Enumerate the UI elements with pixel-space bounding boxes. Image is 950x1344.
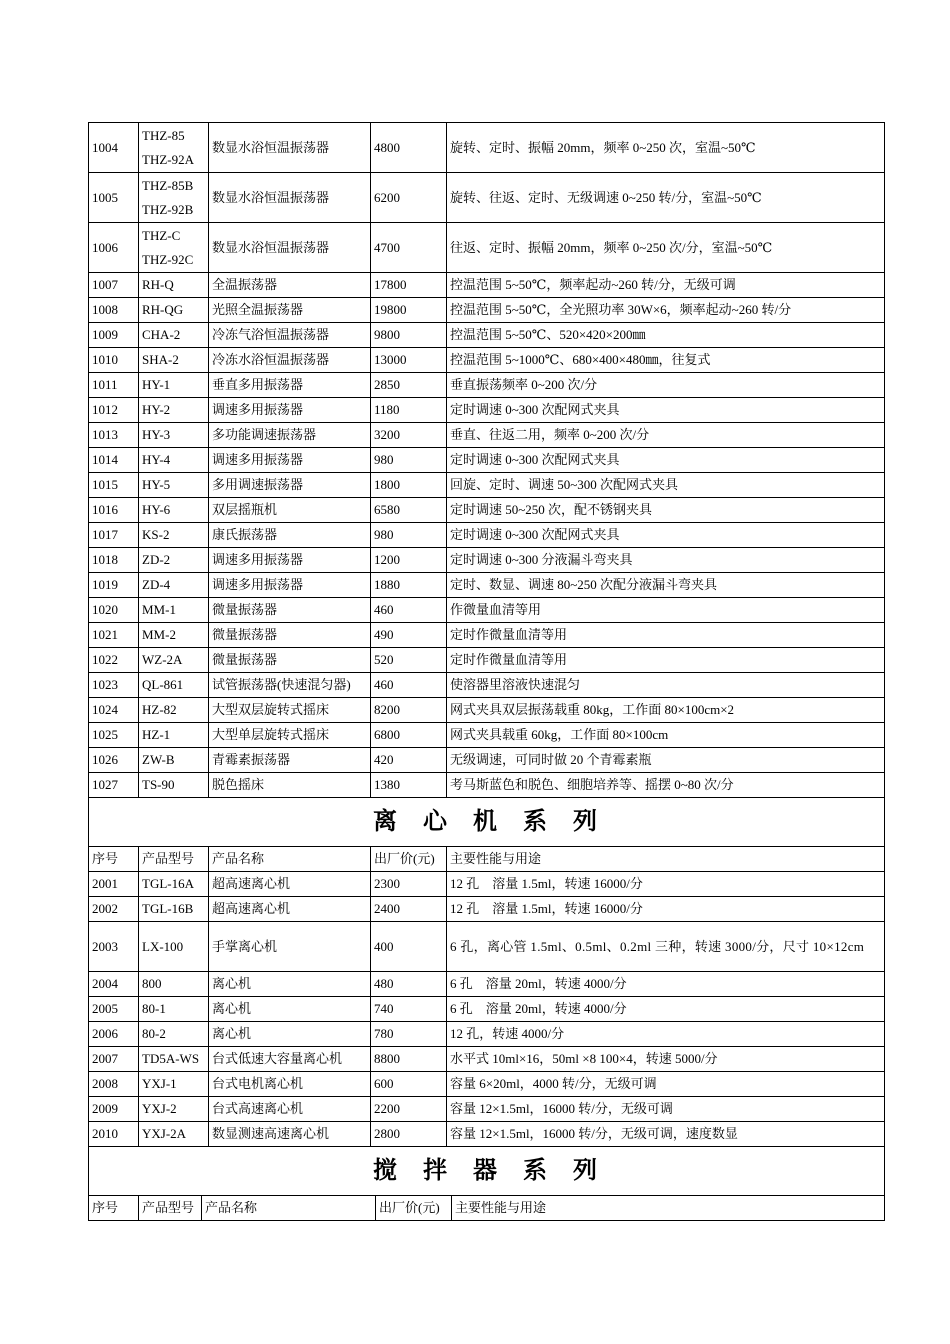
factory-price: 6800 [371, 723, 447, 748]
table-row [89, 897, 885, 922]
factory-price: 490 [371, 623, 447, 648]
table-row [89, 173, 885, 223]
performance-desc: 定时调速 0~300 分液漏斗弯夹具 [447, 548, 885, 573]
item-no: 1027 [89, 773, 139, 798]
table-row [89, 1022, 885, 1047]
header-desc: 主要性能与用途 [447, 847, 885, 872]
table-row [89, 498, 885, 523]
item-no: 1011 [89, 373, 139, 398]
product-name: 垂直多用振荡器 [209, 373, 371, 398]
model-cell [139, 698, 209, 723]
model-number: ZD-2 [142, 552, 171, 567]
product-name: 数显水浴恒温振荡器 [209, 173, 371, 223]
table-row [89, 548, 885, 573]
model-number: MM-1 [142, 602, 176, 617]
model-number: SHA-2 [142, 352, 179, 367]
factory-price: 400 [371, 922, 447, 972]
item-no: 2006 [89, 1022, 139, 1047]
model-cell [139, 573, 209, 598]
header-model: 产品型号 [139, 847, 209, 872]
product-name: 微量振荡器 [209, 648, 371, 673]
table-row [89, 748, 885, 773]
model-number: ZW-B [142, 752, 175, 767]
model-number: RH-Q [142, 277, 174, 292]
performance-desc: 容量 6×20ml，4000 转/分，无级可调 [447, 1072, 885, 1097]
mixer-section-title: 搅拌器系列 [89, 1147, 885, 1196]
item-no: 1004 [89, 123, 139, 173]
item-no: 2003 [89, 922, 139, 972]
factory-price: 600 [371, 1072, 447, 1097]
factory-price: 2400 [371, 897, 447, 922]
product-model: TGL-16A [139, 872, 209, 897]
table-row [89, 773, 885, 798]
performance-desc: 6 孔 溶量 20ml，转速 4000/分 [447, 997, 885, 1022]
product-name: 调速多用振荡器 [209, 573, 371, 598]
item-no: 1017 [89, 523, 139, 548]
product-model: YXJ-2 [139, 1097, 209, 1122]
product-name: 离心机 [209, 1022, 371, 1047]
product-model: TD5A-WS [139, 1047, 209, 1072]
product-name: 多功能调速振荡器 [209, 423, 371, 448]
factory-price: 480 [371, 972, 447, 997]
factory-price: 980 [371, 448, 447, 473]
performance-desc: 定时、数显、调速 80~250 次配分液漏斗弯夹具 [447, 573, 885, 598]
product-name: 冷冻气浴恒温振荡器 [209, 323, 371, 348]
factory-price: 19800 [371, 298, 447, 323]
performance-desc: 12 孔 溶量 1.5ml，转速 16000/分 [447, 897, 885, 922]
performance-desc: 控温范围 5~50℃，频率起动~260 转/分，无级可调 [447, 273, 885, 298]
model-cell [139, 773, 209, 798]
performance-desc: 控温范围 5~50℃，全光照功率 30W×6，频率起动~260 转/分 [447, 298, 885, 323]
performance-desc: 旋转、定时、振幅 20mm，频率 0~250 次，室温~50℃ [447, 123, 885, 173]
item-no: 2010 [89, 1122, 139, 1147]
factory-price: 780 [371, 1022, 447, 1047]
item-no: 1019 [89, 573, 139, 598]
performance-desc: 容量 12×1.5ml，16000 转/分，无级可调，速度数显 [447, 1122, 885, 1147]
factory-price: 2200 [371, 1097, 447, 1122]
product-name: 手掌离心机 [209, 922, 371, 972]
table-row [89, 373, 885, 398]
item-no: 1020 [89, 598, 139, 623]
product-name: 超高速离心机 [209, 872, 371, 897]
table-row [89, 223, 885, 273]
model-number: HZ-1 [142, 727, 171, 742]
product-name: 超高速离心机 [209, 897, 371, 922]
model-number: HY-1 [142, 377, 171, 392]
centrifuge-table-body [89, 872, 885, 1147]
item-no: 1012 [89, 398, 139, 423]
factory-price: 2300 [371, 872, 447, 897]
item-no: 1009 [89, 323, 139, 348]
factory-price: 980 [371, 523, 447, 548]
table-row [89, 673, 885, 698]
model-number: HY-3 [142, 427, 171, 442]
table-row [89, 1047, 885, 1072]
header-name: 产品名称 [202, 1196, 376, 1221]
factory-price: 3200 [371, 423, 447, 448]
product-name: 冷冻水浴恒温振荡器 [209, 348, 371, 373]
mixer-header-row [89, 1196, 885, 1221]
factory-price: 740 [371, 997, 447, 1022]
product-name: 大型双层旋转式摇床 [209, 698, 371, 723]
factory-price: 17800 [371, 273, 447, 298]
model-cell [139, 223, 209, 273]
model-number: THZ-92A [142, 151, 194, 167]
factory-price: 8800 [371, 1047, 447, 1072]
product-model: 80-1 [139, 997, 209, 1022]
factory-price: 1380 [371, 773, 447, 798]
performance-desc: 控温范围 5~1000℃、680×400×480㎜，往复式 [447, 348, 885, 373]
table-row [89, 298, 885, 323]
product-name: 数显测速高速离心机 [209, 1122, 371, 1147]
model-number: RH-QG [142, 302, 184, 317]
factory-price: 13000 [371, 348, 447, 373]
product-name: 大型单层旋转式摇床 [209, 723, 371, 748]
table-row [89, 323, 885, 348]
model-number: THZ-85 [142, 127, 185, 143]
performance-desc: 定时调速 0~300 次配网式夹具 [447, 523, 885, 548]
factory-price: 460 [371, 673, 447, 698]
factory-price: 4700 [371, 223, 447, 273]
item-no: 1016 [89, 498, 139, 523]
item-no: 2004 [89, 972, 139, 997]
centrifuge-header-row [89, 847, 885, 872]
model-cell [139, 298, 209, 323]
factory-price: 6200 [371, 173, 447, 223]
model-cell [139, 173, 209, 223]
header-price: 出厂价(元) [371, 847, 447, 872]
table-row [89, 872, 885, 897]
table-row [89, 473, 885, 498]
item-no: 2009 [89, 1097, 139, 1122]
model-cell [139, 323, 209, 348]
performance-desc: 定时作微量血清等用 [447, 648, 885, 673]
table-row [89, 1072, 885, 1097]
performance-desc: 定时作微量血清等用 [447, 623, 885, 648]
table-row [89, 273, 885, 298]
model-number: KS-2 [142, 527, 170, 542]
product-name: 台式电机离心机 [209, 1072, 371, 1097]
model-cell [139, 398, 209, 423]
performance-desc: 容量 12×1.5ml，16000 转/分，无级可调 [447, 1097, 885, 1122]
factory-price: 460 [371, 598, 447, 623]
model-number: THZ-92C [142, 251, 194, 267]
model-cell [139, 523, 209, 548]
performance-desc: 回旋、定时、调速 50~300 次配网式夹具 [447, 473, 885, 498]
performance-desc: 12 孔 溶量 1.5ml，转速 16000/分 [447, 872, 885, 897]
item-no: 1022 [89, 648, 139, 673]
model-cell [139, 348, 209, 373]
model-cell [139, 373, 209, 398]
performance-desc: 网式夹具载重 60kg，工作面 80×100cm [447, 723, 885, 748]
model-number: QL-861 [142, 677, 184, 692]
table-row [89, 573, 885, 598]
model-cell [139, 723, 209, 748]
header-no: 序号 [89, 1196, 139, 1221]
performance-desc: 定时调速 0~300 次配网式夹具 [447, 398, 885, 423]
model-number: HY-2 [142, 402, 171, 417]
product-model: TGL-16B [139, 897, 209, 922]
performance-desc: 水平式 10ml×16，50ml ×8 100×4，转速 5000/分 [447, 1047, 885, 1072]
performance-desc: 考马斯蓝色和脱色、细胞培养等、摇摆 0~80 次/分 [447, 773, 885, 798]
item-no: 1008 [89, 298, 139, 323]
product-name: 双层摇瓶机 [209, 498, 371, 523]
performance-desc: 旋转、往返、定时、无级调速 0~250 转/分，室温~50℃ [447, 173, 885, 223]
header-model: 产品型号 [139, 1196, 202, 1221]
table-row [89, 723, 885, 748]
product-name: 光照全温振荡器 [209, 298, 371, 323]
centrifuge-section-title: 离心机系列 [89, 798, 885, 847]
table-row [89, 698, 885, 723]
model-number: WZ-2A [142, 652, 183, 667]
factory-price: 8200 [371, 698, 447, 723]
table-row [89, 623, 885, 648]
model-number: THZ-85B [142, 177, 194, 193]
mixer-header-table [88, 1195, 885, 1221]
item-no: 1024 [89, 698, 139, 723]
product-name: 离心机 [209, 997, 371, 1022]
product-name: 调速多用振荡器 [209, 448, 371, 473]
table-row [89, 448, 885, 473]
factory-price: 6580 [371, 498, 447, 523]
performance-desc: 垂直振荡频率 0~200 次/分 [447, 373, 885, 398]
product-model: YXJ-1 [139, 1072, 209, 1097]
header-name: 产品名称 [209, 847, 371, 872]
item-no: 1021 [89, 623, 139, 648]
item-no: 2005 [89, 997, 139, 1022]
performance-desc: 定时调速 50~250 次，配不锈钢夹具 [447, 498, 885, 523]
table-row [89, 972, 885, 997]
header-price: 出厂价(元) [376, 1196, 452, 1221]
model-cell [139, 548, 209, 573]
product-name: 微量振荡器 [209, 623, 371, 648]
table-row [89, 997, 885, 1022]
factory-price: 4800 [371, 123, 447, 173]
performance-desc: 无级调速，可同时做 20 个青霉素瓶 [447, 748, 885, 773]
model-cell [139, 623, 209, 648]
performance-desc: 6 孔，离心管 1.5ml、0.5ml、0.2ml 三种，转速 3000/分，尺寸 10×12cm [447, 922, 885, 972]
factory-price: 520 [371, 648, 447, 673]
item-no: 1013 [89, 423, 139, 448]
item-no: 1005 [89, 173, 139, 223]
header-no: 序号 [89, 847, 139, 872]
model-number: THZ-C [142, 227, 181, 243]
model-number: THZ-92B [142, 201, 194, 217]
performance-desc: 使溶器里溶液快速混匀 [447, 673, 885, 698]
model-cell [139, 473, 209, 498]
item-no: 1026 [89, 748, 139, 773]
performance-desc: 定时调速 0~300 次配网式夹具 [447, 448, 885, 473]
item-no: 1014 [89, 448, 139, 473]
model-cell [139, 748, 209, 773]
item-no: 1010 [89, 348, 139, 373]
item-no: 2008 [89, 1072, 139, 1097]
price-list-page [88, 122, 884, 1221]
product-name: 台式高速离心机 [209, 1097, 371, 1122]
item-no: 2007 [89, 1047, 139, 1072]
table-row [89, 1122, 885, 1147]
product-name: 青霉素振荡器 [209, 748, 371, 773]
table-row [89, 648, 885, 673]
performance-desc: 12 孔，转速 4000/分 [447, 1022, 885, 1047]
centrifuge-section-title-row [89, 798, 885, 847]
product-model: 800 [139, 972, 209, 997]
product-name: 康氏振荡器 [209, 523, 371, 548]
table-row [89, 523, 885, 548]
model-number: HY-4 [142, 452, 171, 467]
performance-desc: 网式夹具双层振荡载重 80kg，工作面 80×100cm×2 [447, 698, 885, 723]
model-number: ZD-4 [142, 577, 171, 592]
model-cell [139, 123, 209, 173]
product-name: 试管振荡器(快速混匀器) [209, 673, 371, 698]
item-no: 1025 [89, 723, 139, 748]
model-number: HZ-82 [142, 702, 177, 717]
table-row [89, 398, 885, 423]
product-name: 全温振荡器 [209, 273, 371, 298]
item-no: 1018 [89, 548, 139, 573]
product-model: 80-2 [139, 1022, 209, 1047]
item-no: 1007 [89, 273, 139, 298]
model-cell [139, 273, 209, 298]
model-number: TS-90 [142, 777, 175, 792]
performance-desc: 控温范围 5~50℃、520×420×200㎜ [447, 323, 885, 348]
model-number: HY-5 [142, 477, 171, 492]
factory-price: 2800 [371, 1122, 447, 1147]
product-name: 调速多用振荡器 [209, 398, 371, 423]
product-name: 多用调速振荡器 [209, 473, 371, 498]
item-no: 1023 [89, 673, 139, 698]
product-name: 台式低速大容量离心机 [209, 1047, 371, 1072]
product-name: 脱色摇床 [209, 773, 371, 798]
table-row [89, 598, 885, 623]
mixer-section-title-row [89, 1147, 885, 1196]
model-cell [139, 598, 209, 623]
model-cell [139, 423, 209, 448]
model-number: MM-2 [142, 627, 176, 642]
performance-desc: 垂直、往返二用，频率 0~200 次/分 [447, 423, 885, 448]
factory-price: 1880 [371, 573, 447, 598]
product-name: 调速多用振荡器 [209, 548, 371, 573]
product-name: 离心机 [209, 972, 371, 997]
factory-price: 1800 [371, 473, 447, 498]
factory-price: 420 [371, 748, 447, 773]
factory-price: 1200 [371, 548, 447, 573]
item-no: 1015 [89, 473, 139, 498]
product-model: LX-100 [139, 922, 209, 972]
model-cell [139, 498, 209, 523]
product-model: YXJ-2A [139, 1122, 209, 1147]
factory-price: 9800 [371, 323, 447, 348]
table-row [89, 423, 885, 448]
model-cell [139, 648, 209, 673]
product-name: 数显水浴恒温振荡器 [209, 223, 371, 273]
performance-desc: 作微量血清等用 [447, 598, 885, 623]
item-no: 1006 [89, 223, 139, 273]
table-row [89, 348, 885, 373]
header-desc: 主要性能与用途 [452, 1196, 885, 1221]
shaker-table [88, 122, 885, 1196]
table-row [89, 922, 885, 972]
table-row [89, 1097, 885, 1122]
item-no: 2001 [89, 872, 139, 897]
model-number: CHA-2 [142, 327, 181, 342]
model-number: HY-6 [142, 502, 171, 517]
model-cell [139, 448, 209, 473]
performance-desc: 往返、定时、振幅 20mm，频率 0~250 次/分，室温~50℃ [447, 223, 885, 273]
factory-price: 1180 [371, 398, 447, 423]
table-row [89, 123, 885, 173]
performance-desc: 6 孔 溶量 20ml，转速 4000/分 [447, 972, 885, 997]
shaker-table-body [89, 123, 885, 798]
product-name: 微量振荡器 [209, 598, 371, 623]
factory-price: 2850 [371, 373, 447, 398]
item-no: 2002 [89, 897, 139, 922]
product-name: 数显水浴恒温振荡器 [209, 123, 371, 173]
model-cell [139, 673, 209, 698]
